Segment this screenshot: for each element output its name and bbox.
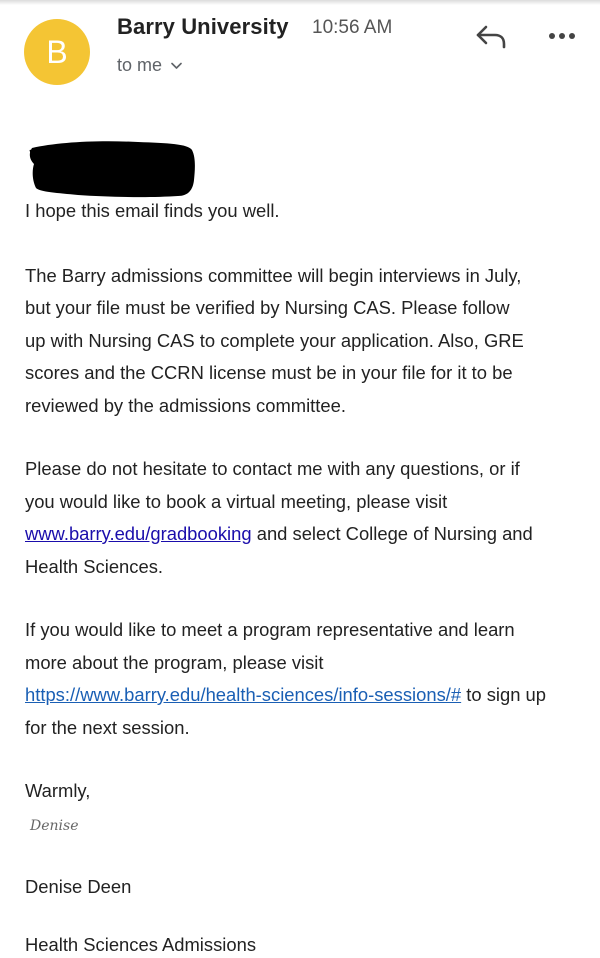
email-header [0,0,600,110]
body-line: but your file must be verified by Nursing CAS. Please follow [25,297,510,318]
body-line: and select College of Nursing and [251,523,533,544]
closing-line: Warmly, [25,780,91,801]
signature-department: Health Sciences Admissions [25,934,257,955]
recipient-toggle[interactable] [117,55,182,76]
paragraph-spacer [25,744,590,775]
paragraph-spacer [25,228,590,260]
more-options-icon [544,24,580,48]
sender-avatar[interactable]: B [24,19,90,85]
paragraph-spacer [25,583,590,614]
body-line: more about the program, please visit [25,651,324,673]
paragraph-spacer [25,422,590,453]
paragraph-2 [25,453,590,583]
body-line: up with Nursing CAS to complete your application. Also, GRE [25,329,524,351]
more-options-button[interactable] [544,24,580,48]
email-timestamp: 10:56 AM [312,17,393,38]
greeting-line: I hope this email finds you well. [25,200,280,221]
paragraph-3 [25,614,590,744]
reply-icon [474,22,508,50]
paragraph-1 [25,260,590,423]
body-line: to sign up [461,684,546,705]
info-sessions-link[interactable]: https://www.barry.edu/health-sciences/info-sessions/# [25,684,462,705]
body-line: you would like to book a virtual meeting, please visit [25,490,448,512]
sender-name[interactable]: Barry University [117,14,289,39]
email-body [25,195,590,808]
body-line: reviewed by the admissions committee. [25,394,346,416]
reply-button[interactable] [474,22,508,50]
redaction-mark [28,140,196,200]
chevron-down-icon [171,62,182,70]
body-line: The Barry admissions committee will begin interviews in July, [25,264,522,286]
body-line: scores and the CCRN license must be in your file for it to be [25,362,513,383]
recipient-label: to me [117,55,163,75]
signature-name: Denise Deen [25,876,132,897]
signature-script: Denise [30,818,79,834]
body-line: for the next session. [25,716,190,738]
body-line: Please do not hesitate to contact me with any questions, or if [25,458,520,479]
gradbooking-link[interactable]: www.barry.edu/gradbooking [25,523,252,544]
body-line: Health Sciences. [25,555,164,577]
body-line: If you would like to meet a program representative and learn [25,619,515,640]
